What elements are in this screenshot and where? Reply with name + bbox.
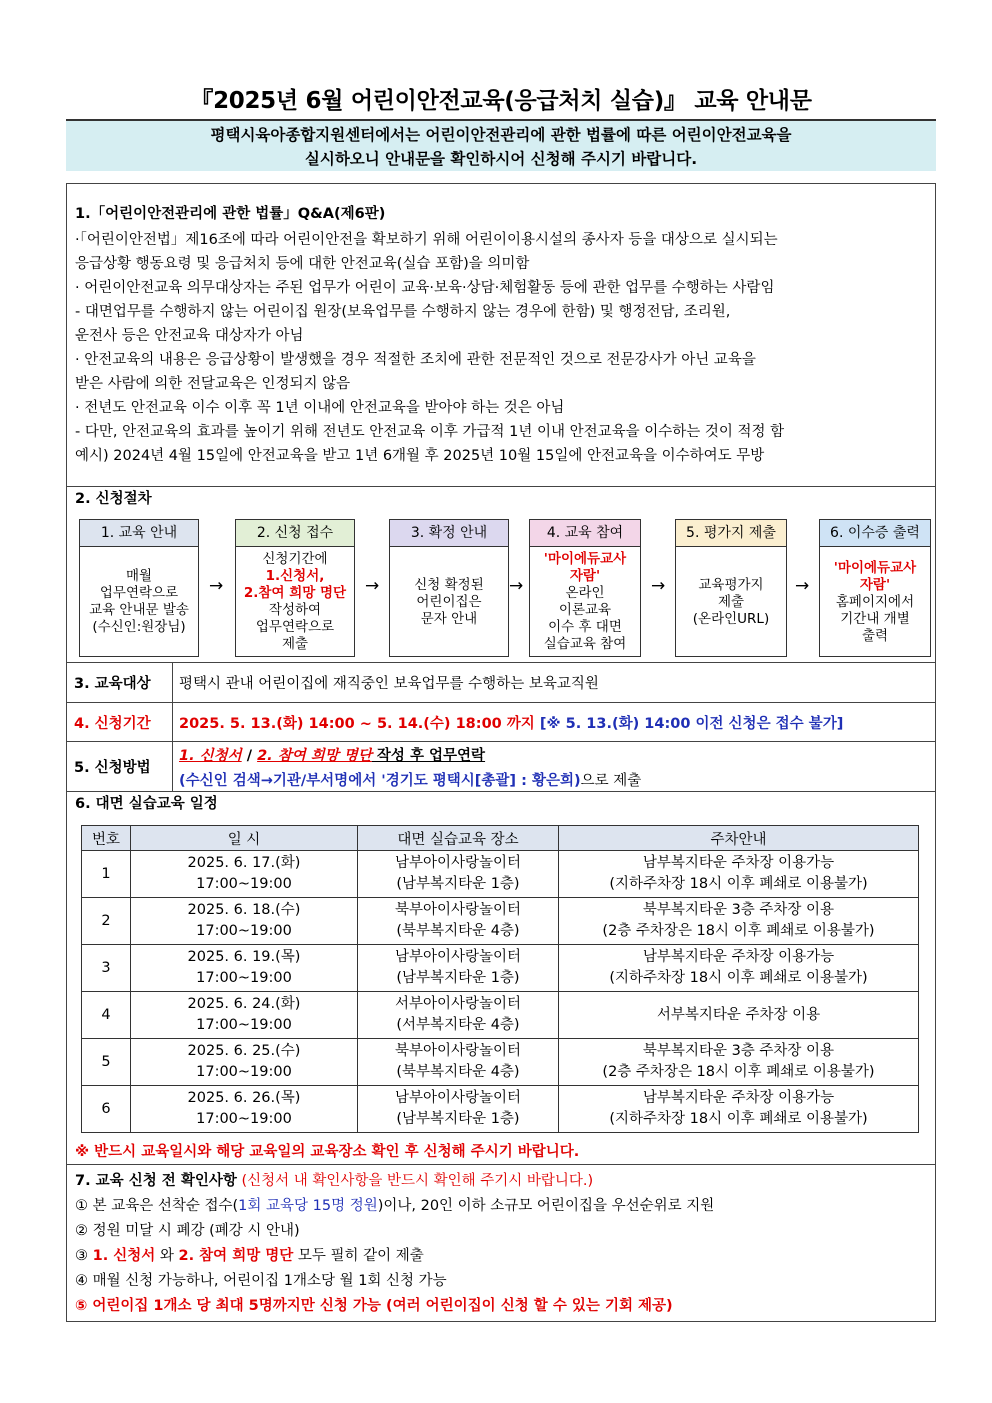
col-parking: 주차안내 [559,826,919,851]
date-text: 2025. 6. 17.(화) [187,855,301,871]
step-text: 이수 후 대면 [548,619,622,635]
cell-parking [559,1086,919,1133]
item-text: )이나, 20인 이하 소규모 어린이집을 우선순위로 지원 [377,1198,715,1214]
cell-place [358,945,559,992]
period-dates: 2025. 5. 13.(화) 14:00 ~ 5. 14.(수) 18:00 까지 [179,716,535,732]
cell-date [131,1086,358,1133]
banner-line-2: 실시하오니 안내문을 확인하시어 신청해 주시기 바랍니다. [304,150,698,168]
cell-parking [559,851,919,898]
arrow-right-icon: → [651,576,666,596]
step-head: 5. 평가지 제출 [676,520,786,547]
arrow-right-icon: → [795,576,810,596]
cell-parking [559,945,919,992]
place-text: 북부아이사랑놀이터 [394,902,522,918]
table-header-row [82,826,919,851]
cell-place [358,1039,559,1086]
time-text: 17:00~19:00 [196,923,292,939]
step-text: 업무연락으로 [99,585,179,601]
cell-date [131,898,358,945]
banner-line-1: 평택시육아종합지원센터에서는 어린이안전관리에 관한 법률에 따른 어린이안전교육을 [210,126,792,144]
place-floor-text: (남부복지타운 1층) [396,876,520,892]
procedure-step-3 [389,519,509,657]
checklist-item-4: ④ 매월 신청 가능하나, 어린이집 1개소당 월 1회 신청 가능 [75,1273,447,1289]
method-line-1 [179,744,485,765]
procedure-step-1 [79,519,199,657]
table-row [82,945,919,992]
section-target [67,663,935,703]
target-label: 3. 교육대상 [67,663,173,702]
method-slash: / [241,748,258,764]
qa-line: - 다만, 안전교육의 효과를 높이기 위해 전년도 안전교육 이후 가급적 1년 이내 안전교육을 이수하는 것이 적정 함 [75,424,785,440]
step-head: 6. 이수증 출력 [820,520,930,547]
step-text: 자람' [569,568,601,584]
col-date: 일 시 [131,826,358,851]
section-checklist [67,1165,935,1321]
place-floor-text: (남부복지타운 1층) [396,1111,520,1127]
place-text: 북부아이사랑놀이터 [394,1043,522,1059]
page-title: 『2025년 6월 어린이안전교육(응급처치 실습)』 교육 안내문 [190,88,812,114]
form-2-link: 2. 참여 희망 명단 [257,748,372,764]
item-highlight: 1. 신청서 [92,1248,156,1264]
item-text: ① 본 교육은 선착순 접수( [75,1198,239,1214]
checklist-title: 7. 교육 신청 전 확인사항 [75,1173,237,1189]
cell-date [131,992,358,1039]
step-text: 작성하여 [268,602,322,618]
table-row [82,898,919,945]
checklist-note: (신청서 내 확인사항을 반드시 확인해 주기시 바랍니다.) [241,1173,594,1189]
date-text: 2025. 6. 18.(수) [187,902,301,918]
qa-line: 운전사 등은 안전교육 대상자가 아님 [75,328,304,344]
step-text: 2.참여 희망 명단 [243,585,347,601]
item-text: 와 [155,1248,179,1264]
place-text: 서부아이사랑놀이터 [394,996,522,1012]
checklist-item-5: ⑤ 어린이집 1개소 당 최대 5명까지만 신청 가능 (여러 어린이집이 신청 할 수 있는 기회 제공) [75,1298,673,1314]
step-text: 제출 [281,636,309,652]
step-text: 어린이집은 [416,593,482,610]
table-row [82,1039,919,1086]
procedure-step-4 [529,519,641,657]
method-submit: 으로 제출 [580,773,642,789]
table-row [82,992,919,1039]
procedure-step-6 [819,519,931,657]
method-label: 5. 신청방법 [67,742,173,791]
time-text: 17:00~19:00 [196,876,292,892]
cell-date [131,1039,358,1086]
qa-line: 응급상황 행동요령 및 응급처치 등에 대한 안전교육(실습 포함)을 의미함 [75,256,530,272]
step-text: 제출 [717,593,745,610]
step-text: 기간내 개별 [840,610,910,627]
section-period [67,703,935,742]
qa-line: ·「어린이안전법」제16조에 따라 어린이안전을 확보하기 위해 어린이이용시설의 종사자 등을 대상으로 실시되는 [75,232,778,248]
date-text: 2025. 6. 19.(목) [187,949,301,965]
cell-no: 2 [82,898,131,945]
parking-text: 북부복지타운 3층 주차장 이용 [642,902,835,918]
checklist-item-1 [75,1196,714,1216]
step-text: 홈페이지에서 [835,593,915,610]
cell-no: 3 [82,945,131,992]
arrow-right-icon: → [509,576,524,596]
parking-text: 남부복지타운 주차장 이용가능 [642,949,835,965]
form-1-link: 1. 신청서 [179,748,242,764]
place-text: 남부아이사랑놀이터 [394,949,522,965]
cell-no: 1 [82,851,131,898]
step-text: (수신인:원장님) [92,619,186,635]
date-text: 2025. 6. 26.(목) [187,1090,301,1106]
step-text: 출력 [861,627,889,644]
period-note: [※ 5. 13.(화) 14:00 이전 신청은 접수 불가] [539,716,844,732]
cell-no: 5 [82,1039,131,1086]
parking-note-text: (지하주차장 18시 이후 폐쇄로 이용불가) [609,876,868,892]
cell-place [358,1086,559,1133]
time-text: 17:00~19:00 [196,970,292,986]
place-text: 남부아이사랑놀이터 [394,1090,522,1106]
step-text: 온라인 [565,585,605,601]
step-text: '마이에듀교사 [833,559,917,576]
place-floor-text: (남부복지타운 1층) [396,970,520,986]
section-qa [67,184,935,487]
step-text: 신청 확정된 [414,576,484,593]
cell-parking [559,1039,919,1086]
parking-text: 북부복지타운 3층 주차장 이용 [642,1043,835,1059]
intro-banner [66,119,936,171]
procedure-step-5 [675,519,787,657]
procedure-step-2 [235,519,355,657]
cell-date [131,851,358,898]
checklist-item-2: ② 정원 미달 시 폐강 (폐강 시 안내) [75,1223,300,1239]
cell-parking [559,898,919,945]
method-line-2 [179,769,641,790]
cell-no: 6 [82,1086,131,1133]
date-text: 2025. 6. 24.(화) [187,996,301,1012]
step-head: 3. 확정 안내 [390,520,508,547]
notice-frame [66,183,936,1322]
step-text: 1.신청서, [265,568,325,584]
qa-line: · 어린이안전교육 의무대상자는 주된 업무가 어린이 교육·보육·상담·체험활동 등에 관한 업무를 수행하는 사람임 [75,280,775,296]
cell-place [358,898,559,945]
section-qa-heading: 1.「어린이안전관리에 관한 법률」Q&A(제6판) [75,206,386,222]
step-text: (온라인URL) [692,610,770,627]
parking-text: 남부복지타운 주차장 이용가능 [642,1090,835,1106]
step-head: 2. 신청 접수 [236,520,354,547]
step-text: 업무연락으로 [255,619,335,635]
method-after: 작성 후 업무연락 [371,748,486,764]
parking-text: 서부복지타운 주차장 이용 [656,1006,821,1023]
step-text: 실습교육 참여 [543,636,627,652]
target-value: 평택시 관내 어린이집에 재직중인 보육업무를 수행하는 보육교직원 [179,676,599,692]
place-floor-text: (북부복지타운 4층) [396,923,520,939]
step-text: 자람' [859,576,891,593]
cell-no: 4 [82,992,131,1039]
qa-line: · 전년도 안전교육 이수 이후 꼭 1년 이내에 안전교육을 받아야 하는 것은 아님 [75,400,565,416]
item-text: 모두 필히 같이 제출 [293,1248,424,1264]
checklist-item-3 [75,1246,424,1266]
time-text: 17:00~19:00 [196,1111,292,1127]
arrow-right-icon: → [209,576,224,596]
time-text: 17:00~19:00 [196,1017,292,1033]
period-label: 4. 신청기간 [67,703,173,741]
step-text: 문자 안내 [420,610,478,627]
parking-note-text: (지하주차장 18시 이후 폐쇄로 이용불가) [609,970,868,986]
date-text: 2025. 6. 25.(수) [187,1043,301,1059]
step-text: 신청기간에 [262,551,328,567]
checklist-heading [75,1171,593,1191]
step-head: 1. 교육 안내 [80,520,198,547]
item-text: ③ [75,1248,93,1264]
arrow-right-icon: → [365,576,380,596]
parking-note-text: (2층 주차장은 18시 이후 폐쇄로 이용불가) [602,1064,875,1080]
section-procedure-heading: 2. 신청절차 [75,491,152,507]
cell-parking [559,992,919,1039]
qa-line: 예시) 2024년 4월 15일에 안전교육을 받고 1년 6개월 후 2025년 10월 15일에 안전교육을 이수하여도 무방 [75,448,765,464]
step-text: 교육 안내문 발송 [89,602,189,618]
step-text: '마이에듀교사 [543,551,627,567]
qa-line: 받은 사람에 의한 전달교육은 인정되지 않음 [75,376,351,392]
qa-line: · 안전교육의 내용은 응급상황이 발생했을 경우 적절한 조치에 관한 전문적인 것으로 전문강사가 아닌 교육을 [75,352,756,368]
cell-place [358,851,559,898]
time-text: 17:00~19:00 [196,1064,292,1080]
step-text: 이론교육 [558,602,612,618]
place-floor-text: (서부복지타운 4층) [396,1017,520,1033]
schedule-table [81,825,919,1133]
col-place: 대면 실습교육 장소 [358,826,559,851]
section-schedule-heading: 6. 대면 실습교육 일정 [75,796,218,812]
cell-date [131,945,358,992]
table-row [82,851,919,898]
qa-line: - 대면업무를 수행하지 않는 어린이집 원장(보육업무를 수행하지 않는 경우에 한함) 및 행정전담, 조리원, [75,304,731,320]
item-highlight: 2. 참여 희망 명단 [178,1248,294,1264]
step-text: 교육평가지 [698,576,764,593]
period-value [179,712,843,733]
step-head: 4. 교육 참여 [530,520,640,547]
schedule-note: ※ 반드시 교육일시와 해당 교육일의 교육장소 확인 후 신청해 주시기 바랍니다. [75,1144,580,1160]
section-method [67,742,935,792]
parking-text: 남부복지타운 주차장 이용가능 [642,855,835,871]
cell-place [358,992,559,1039]
place-text: 남부아이사랑놀이터 [394,855,522,871]
recipient-info: (수신인 검색→기관/부서명에서 '경기도 평택시[총괄] : 황은희) [179,773,581,789]
parking-note-text: (지하주차장 18시 이후 폐쇄로 이용불가) [609,1111,868,1127]
item-highlight: 1회 교육당 15명 정원 [238,1198,378,1214]
place-floor-text: (북부복지타운 4층) [396,1064,520,1080]
parking-note-text: (2층 주차장은 18시 이후 폐쇄로 이용불가) [602,923,875,939]
table-row [82,1086,919,1133]
step-text: 매월 [125,568,153,584]
col-no: 번호 [82,826,131,851]
